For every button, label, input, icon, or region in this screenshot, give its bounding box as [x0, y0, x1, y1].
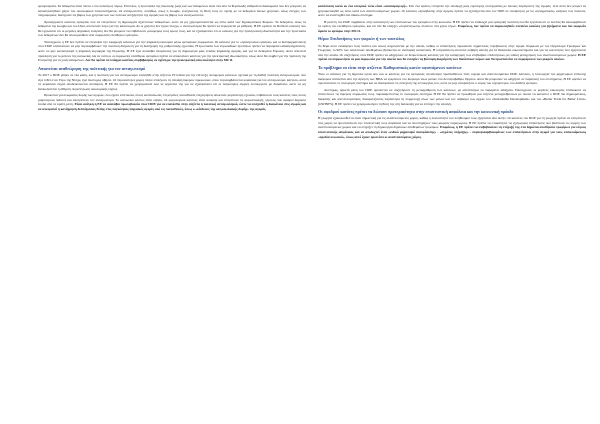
paragraph — [318, 44, 586, 62]
paragraph-emphasis: Η ΕΕ πρέπει να συμφωνήσει σε μια συμφωνία για την αλιεία που θα ενισχύει τη βιώσιμη διαχείριση των θαλάσσιων πόρων και θα προστατεύει τα συμφέροντα των μικρών αλιέων. — [318, 52, 586, 62]
right-column — [318, 4, 586, 424]
section-heading: Το πρόβλημα να είναι στην ατζέντα: Καθοριστικός κανών υφιστάμενων κανόνων — [318, 64, 462, 70]
section-heading: Θέμα: Επιδοτήσεις των ψαριών ή των ναυτιλίας — [318, 36, 405, 42]
paragraph-text: . Εάν ένα κράτος επιτρέπει την αποδοχή μιας ευρύτερης συνεργασίας με άλλους παράγοντες της αγοράς, τότε αυτό δεν μπορεί να χρησιμοποιηθεί ως όπλο κατά των αναπτυσσόμενων χωρών. Οι κανόνες «πρόσβασης στην αγορά» πρέπει να εξετάζονται από τον ΠΟΕ σε συνάρτηση με τις «πραγματικές» ανάγκες των πολιτών, ώστε να αναπτυχθεί ένα δίκαιο σύστημα. — [318, 4, 586, 18]
paragraph — [38, 40, 306, 63]
paragraph — [318, 20, 586, 34]
paragraph-emphasis: Επομένως, η ΕΕ πρέπει να επιβεβαιώσει τη στήριξή της στα δημόσια αποθέματα τροφίμων για λόγους επισιτιστικής ασφάλειας και να αποδεχτεί έναν «ειδικό μηχανισμό διασφάλισης» - «αγρότες στήριξης» - συμπεριλαμβανομένων των επιδοτήσεων στην αγορά για τους επιδοτούμενους «προϊόντα κοινού», όπως αυτό έχουν προτείνει οι αναπτυσσόμενες χώρες. — [318, 125, 586, 139]
paragraph-emphasis: κατάσταση κοινό εκ ένα ιστορικό τόπο είναι «αναπαραγωγή» — [318, 4, 407, 8]
paragraph-emphasis: Επομένως, δεν πρέπει να συμφωνηθούν επιπλέον κανόνες για ζητήματα που δεν αφορούν άμεσα το εμπόριο στην MC11. — [318, 24, 586, 33]
paragraph: Το 2017 ο ΠΟΕ μπήκε σε νέα φάση, και η πολιτική για τον ανταγωνισμό επανήλθε στην ατζέντα. Η ελπίδα για την επίτευξη πολυμερών κανόνων σχετικά με τη διεθνή πολιτική ανταγωνισμού, που είχε τεθεί στον Γύρο της Ντόχα, έχει δυστυχώς σβήσει. Οι περισσότερες χώρες πλέον επιλέγουν τη σύναψη διμερών συμφωνιών, όπου περιλαμβάνονται κεφάλαια για τον ανταγωνισμό. Ωστόσο, αυτά τα κεφάλαια συχνά αποδεικνύονται ανεπαρκή. Η ΕΕ θα πρέπει να χρησιμοποιεί όλα τα εργαλεία της για να εξασφαλίσει ότι οι παγκόσμιες αγορές λειτουργούν με διαφάνεια, ώστε να μη διευκολύνεται η αθέμιτη συγκέντρωση οικονομικής ισχύος. — [38, 72, 306, 91]
paragraph — [318, 116, 586, 139]
paragraph: Δυστυχώς, αρκετά μέλη του ΠΟΕ αρνούνται να συζητήσουν τη μεταρρύθμιση των κανόνων, με αποτέλεσμα να παραμένει αδιέξοδο. Ταυτόχρονα, οι μεγάλες οικονομίες επιδιώκουν να επεκτείνουν τις διμερείς συμφωνίες τους, παρακάμπτοντας το πολυμερές σύστημα. Η ΕΕ θα πρέπει να προωθήσει μια ατζέντα μεταρρυθμίσεων με σκοπό να καταστεί ο ΠΟΕ πιο δημοκρατικός, διαφανής και αποτελεσματικός, διασφαλίζοντας παράλληλα τη συμμετοχή όλων των μελών και τον σεβασμό των αρχών του «Sustainable Development» και του «Better Trade for Better Lives» (OWINFS). Η ΕΕ πρέπει να χρησιμοποιήσει τη θέση της στη διάσκεψη για να επιτύχει την αλλαγή. — [318, 87, 586, 106]
paragraph-text: Το θέμα αυτό ενδιαφέρει τους πολίτες και όσους ασχολούνται με την αλιεία, καθώς οι επιδοτήσεις προκαλούν σημαντικές στρεβλώσεις στην αγορά. Σύμφωνα με τον Οργανισμό Τροφίμων και Γεωργίας, το 90% των αλιευτικών αποθεμάτων βρίσκεται σε ανεπαρκή κατάσταση. Η υπεραλίευση αποτελεί σοβαρή απειλή για τα θαλάσσια οικοσυστήματα και για τις κοινότητες που εξαρτώνται από την αλιεία. Οι συζητήσεις στον ΠΟΕ πρέπει να οδηγήσουν σε δεσμευτικούς κανόνες για την κατάργηση των επιβλαβών επιδοτήσεων, με ειδική μεταχείριση των αναπτυσσόμενων χωρών. — [318, 43, 586, 57]
paragraph-text: Η μελέτη του ΠΟΕ συμβάλλει στην κατανόηση των επιπτώσεων του εμπορίου στην κοινωνία. Η ΕΕ πρέπει να επιδιώξει μια εμπορική πολιτική που θα εγγυάται ότι οι πολίτες θα απολαμβάνουν τα οφέλη του ελεύθερου εμπορίου, και ότι δεν θα υπάρξει «συγκέντρωση» πλούτου στα χέρια λίγων. — [318, 19, 586, 29]
left-column — [38, 4, 306, 424]
section-heading: Απαιτείται αναθεώρηση της πολιτικής για τον ανταγωνισμό — [38, 65, 146, 71]
paragraph-text: Ταυτόχρονα, η ΕΕ δεν πρέπει να επιτρέψει την εφαρμογή κανόνων για την ψηφιακή οικονομία μέσω εμπορικών συμφωνιών. Οι κανόνες για το «ηλεκτρονικό εμπόριο» και οι διαπραγματεύσεις στον ΠΟΕ κινδυνεύουν να μην περιλαμβάνουν την πολιτική δέσμευση για τη διατήρηση της ρυθμιστικής εξουσίας. Η προστασία των ευρωπαϊκών προτύπων πρέπει να παραμείνει αδιαπραγμάτευτη, ώστε να μην καταστραφεί η ψηφιακή κυριαρχία της Ευρώπης. Η ΕΕ έχει αναλάβει δεσμεύσεις για τη δημιουργία μιας ενιαίας ψηφιακής αγοράς, και για τα Δεδομένα Ευρώπη. Αυτό αποτελεί πρόκληση για το μέλλον της κοινωνίας. Ως εκ τούτου, οι συμφωνίες ελεύθερου εμπορίου πρέπει να αποκλείουν κανόνες για την ηλεκτρονική ιδιωτικότητα, όπως αυτό θα συμβεί για την πρόταση της Επιτροπής για τις ροές δεδομένων. — [38, 39, 306, 63]
paragraph-emphasis: Είναι ανάγκη η ΕΕ να αναλάβει πρωτοβουλία στον ΠΟΕ για να επανέλθει στην ατζέντα η πολιτική ανταγωνισμού, ώστε να ενισχυθεί η διαφάνεια στις αγορές και να αποτραπεί η κατάχρηση δεσπόζουσας θέσης στις παγκόσμιες ψηφιακές αγορές από τις πολυεθνικές, όπως ο «κίνδυνος της ολιγοπωλιακής δομής» της αγοράς. — [38, 102, 306, 111]
paragraph-text: Πρόκειται για ανωμαλίες δομής των αγορών, που έχουν επιπτώσεις στους καταναλωτές. Οι μεγάλες πολυεθνικές επιχειρήσεις αποκτούν μεγαλύτερη εξουσία, επιβάλλουν τους κανόνες τους στους μικρότερους παίκτες και αποτρέπουν τον ανταγωνισμό. Το κοινωνικό κόστος είναι υψηλό. Οι φορολογικοί κανόνες είναι ασαφείς και επιτρέπουν τη φοροαποφυγή, γεγονός που αφαιρεί δημόσια έσοδα από τα κράτη μέλη. — [38, 93, 306, 107]
paragraph: Χρειαζόμαστε κανόνες εμπορίου που να επιτρέπουν τη δημιουργία αξιόπιστων δεδομένων, ώστε να μη χρησιμοποιούνται ως όπλο κατά των δημοκρατικών θεσμών. Τα δεδομένα, όπως τα δεδομένα της Google και του Uber, αποτελούν πόρο για την καινοτομία. Αν οι χρήστες δεν έχουν έλεγχο, ο ανταγωνισμός θα πρέπει να περιοριστεί με ρύθμιση. Η ΕΕ οφείλει να θεσπίσει κανόνες που θα εγγυώνται ότι οι μεγάλες ψηφιακές εταιρείες δεν θα μπορούν να επιβάλλουν μονομερώς τους όρους τους, και να εξασφαλίσει ότι οι κανόνες για την ηλεκτρονική ιδιωτικότητα και την προστασία των δεδομένων δεν θα υπονομευθούν από συμφωνίες ελεύθερου εμπορίου. — [38, 19, 306, 38]
paragraph — [38, 93, 306, 111]
paragraph: εμπορεύματα. Τα δεδομένα είναι πλέον ο πιο πολύτιμος πόρος. Επιπλέον, η προστασία της ιδιωτικής ζωής και των δεδομένων είναι ένα από τα θεμελιώδη ανθρώπινα δικαιώματα που δεν μπορούν να καταστρατηθούν χάριν του οικονομικού πλεονεκτήματος. Οι ανταγωνιστές, συνήθως, όπως η Google, ενισχύοντας τη θέση τους σε σχέση με τα δεδομένα άλλων χρηστών, όπως έλεγχος των πληροφοριών, διατηρούν εις βάρος των χρηστών και των πολιτών ανεξάρτητα της αγοράς και εις βάρος των ανταγωνιστών. — [38, 4, 306, 18]
paragraph-emphasis: Δεν θα πρέπει να υπάρχει κανένας συμβιβασμός σε σχέση με την ηλεκτρονική ιδιωτικότητα στην MC11. — [85, 58, 234, 63]
paragraph: Τόσο οι κανόνες για τη δημόσια υγεία όσο και οι κανόνες για τις εμπορικές συναλλαγές προϋποθέτουν έναν ισχυρό και αποτελεσματικό ΠΟΕ. Ωστόσο, η λειτουργία του μηχανισμού επίλυσης διαφορών απειλείται από την άρνηση των ΗΠΑ να εγκρίνουν τον διορισμό νέων μελών στο Δευτεροβάθμιο Όργανο. Αυτό θα μπορούσε να οδηγήσει σε παράλυση του συστήματος. Η ΕΕ οφείλει να προστατεύσει το πολυμερές σύστημα και να διασφαλίσει τη συνέχιση της λειτουργίας του, ώστε να μην επικρατήσει ο νόμος του ισχυρότερου στο διεθνές εμπόριο. — [318, 72, 586, 86]
paragraph-text: Η γεωργία εξακολουθεί να είναι σημαντική για τις αναπτυσσόμενες χώρες, καθώς η πλειονότητα του πληθυσμού τους εξαρτάται από αυτήν. Οι κανόνες του ΠΟΕ για τη γεωργία πρέπει να επιτρέπουν στις χώρες να προστατεύουν την επισιτιστική τους ασφάλεια και να υποστηρίζουν τους μικρούς παραγωγούς. Η ΕΕ πρέπει να σταματήσει τις εξαγωγικές επιδοτήσεις που βλάπτουν τις αγορές των αναπτυσσόμενων χωρών και να στηρίξει τη δημιουργία δημόσιων αποθεμάτων τροφίμων. — [318, 116, 586, 130]
paragraph — [318, 4, 586, 18]
section-heading: Οι σφοδρού κανόνες πρέπει να δώσουν προτεραιότητα στην επισιτιστική ασφάλεια και την κοινωνική πρόοδο — [318, 109, 514, 115]
